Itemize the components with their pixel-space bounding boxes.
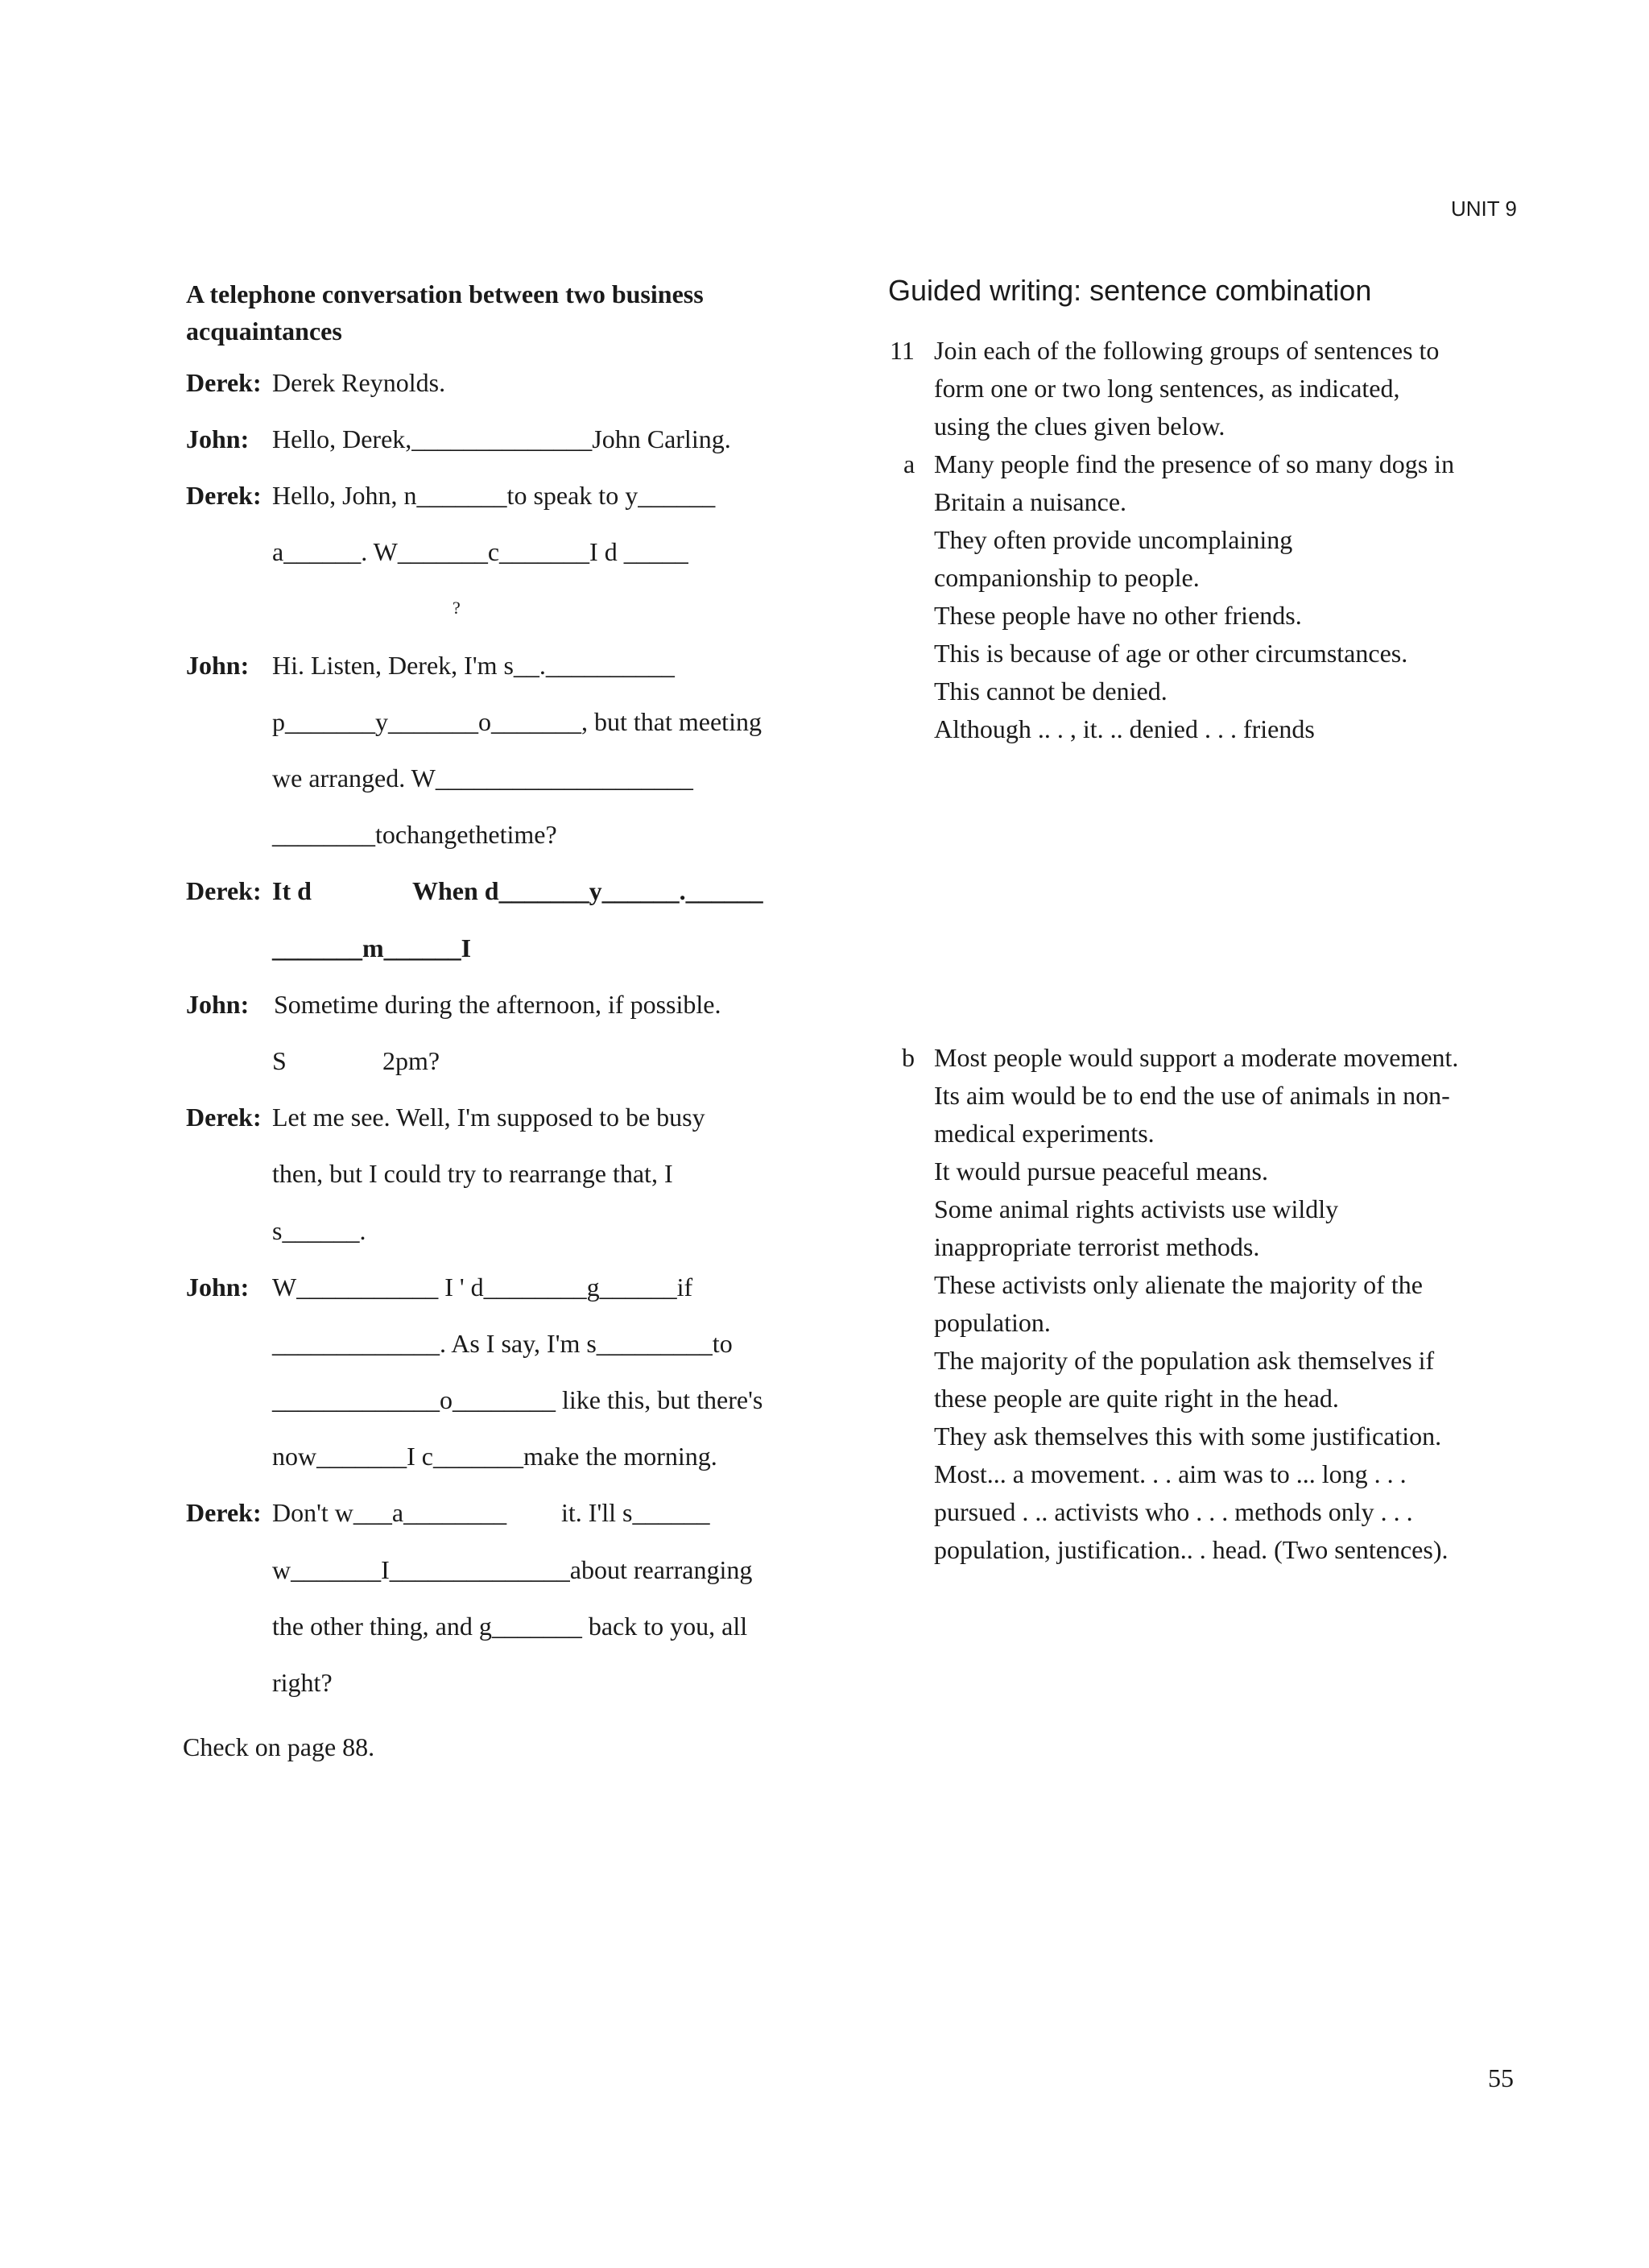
dialogue-line: It d bbox=[272, 876, 312, 905]
speaker-john: John: bbox=[186, 651, 250, 680]
dialogue-line: Derek Reynolds. bbox=[272, 368, 446, 397]
dialogue-line: a______. W_______c_______I d _____ bbox=[272, 537, 688, 566]
instruction-line: using the clues given below. bbox=[934, 412, 1225, 441]
part-b-line: These activists only alienate the majority of the bbox=[934, 1270, 1423, 1299]
part-a-line: Many people find the presence of so many dogs in bbox=[934, 449, 1455, 478]
part-b-line: population, justification.. . head. (Two sentences). bbox=[934, 1535, 1449, 1564]
part-b-line: Most people would support a moderate movement. bbox=[934, 1043, 1459, 1072]
part-b-line: It would pursue peaceful means. bbox=[934, 1157, 1268, 1186]
part-a-line: They often provide uncomplaining bbox=[934, 525, 1293, 554]
part-b-line: population. bbox=[934, 1308, 1051, 1337]
dialogue-line: W___________ I ' d________g______if bbox=[272, 1273, 693, 1302]
dialogue-line: we arranged. W____________________ bbox=[272, 764, 693, 793]
dialogue-line: When d_______y______.______ bbox=[412, 876, 763, 905]
instruction-line: form one or two long sentences, as indicated, bbox=[934, 374, 1400, 403]
dialogue-title-line-1: A telephone conversation between two business bbox=[186, 279, 704, 308]
part-a-line: Britain a nuisance. bbox=[934, 487, 1127, 516]
exercise-number: 11 bbox=[890, 336, 915, 365]
instruction-line: Join each of the following groups of sentences to bbox=[934, 336, 1440, 365]
dialogue-line: ? bbox=[453, 598, 461, 618]
page-number: 55 bbox=[1488, 2063, 1514, 2092]
dialogue-title bbox=[186, 275, 704, 350]
part-b-line: medical experiments. bbox=[934, 1119, 1155, 1148]
part-b-line: They ask themselves this with some justification. bbox=[934, 1422, 1442, 1451]
dialogue-line: right? bbox=[272, 1668, 333, 1697]
dialogue-line: _______m______I bbox=[272, 933, 472, 962]
part-a-letter: a bbox=[903, 449, 915, 478]
dialogue-line: it. I'll s______ bbox=[561, 1498, 710, 1527]
dialogue-line: then, but I could try to rearrange that, I bbox=[272, 1159, 673, 1188]
dialogue-line: Sometime during the afternoon, if possible. bbox=[274, 990, 721, 1019]
dialogue-line: ________tochangethetime? bbox=[272, 820, 557, 849]
speaker-john: John: bbox=[186, 424, 250, 453]
part-a-line: These people have no other friends. bbox=[934, 601, 1302, 630]
speaker-derek: Derek: bbox=[186, 1498, 262, 1527]
speaker-derek: Derek: bbox=[186, 1103, 262, 1132]
part-b-line: Its aim would be to end the use of animals in non- bbox=[934, 1081, 1450, 1110]
part-a-line: companionship to people. bbox=[934, 563, 1200, 592]
part-a-line: This cannot be denied. bbox=[934, 677, 1168, 706]
speaker-john: John: bbox=[186, 1273, 250, 1302]
part-a-line: This is because of age or other circumstances. bbox=[934, 639, 1408, 668]
dialogue-line: Don't w___a________ bbox=[272, 1498, 507, 1527]
dialogue-line: Let me see. Well, I'm supposed to be busy bbox=[272, 1103, 705, 1132]
dialogue-line: s______. bbox=[272, 1216, 366, 1245]
dialogue-line: p_______y_______o_______, but that meeting bbox=[272, 707, 762, 736]
dialogue-line: Hello, Derek,______________John Carling. bbox=[272, 424, 731, 453]
unit-label: UNIT 9 bbox=[1451, 197, 1517, 221]
check-page-note: Check on page 88. bbox=[183, 1732, 375, 1761]
part-b-line: Some animal rights activists use wildly bbox=[934, 1194, 1339, 1223]
dialogue-line: Hello, John, n_______to speak to y______ bbox=[272, 481, 716, 510]
speaker-derek: Derek: bbox=[186, 368, 262, 397]
part-b-letter: b bbox=[902, 1043, 915, 1072]
part-b-line: pursued . .. activists who . . . methods only . . . bbox=[934, 1497, 1413, 1526]
part-b-line: Most... a movement. . . aim was to ... long . . . bbox=[934, 1459, 1407, 1488]
dialogue-line: S bbox=[272, 1046, 287, 1075]
speaker-derek: Derek: bbox=[186, 481, 262, 510]
dialogue-line: w_______I______________about rearranging bbox=[272, 1555, 753, 1584]
dialogue-line: now_______I c_______make the morning. bbox=[272, 1442, 717, 1471]
dialogue-line: _____________. As I say, I'm s_________to bbox=[272, 1329, 733, 1358]
speaker-derek: Derek: bbox=[186, 876, 262, 905]
part-b-line: inappropriate terrorist methods. bbox=[934, 1232, 1260, 1261]
part-b-line: The majority of the population ask themselves if bbox=[934, 1346, 1435, 1375]
dialogue-line: the other thing, and g_______ back to you, all bbox=[272, 1612, 748, 1641]
dialogue-title-line-2: acquaintances bbox=[186, 317, 342, 346]
dialogue-line: Hi. Listen, Derek, I'm s__.__________ bbox=[272, 651, 675, 680]
dialogue-line: _____________o________ like this, but there's bbox=[272, 1385, 763, 1414]
speaker-john: John: bbox=[186, 990, 250, 1019]
dialogue-line: 2pm? bbox=[382, 1046, 440, 1075]
part-b-line: these people are quite right in the head. bbox=[934, 1384, 1339, 1413]
part-a-line: Although .. . , it. .. denied . . . friends bbox=[934, 714, 1315, 743]
section-heading: Guided writing: sentence combination bbox=[888, 274, 1372, 307]
